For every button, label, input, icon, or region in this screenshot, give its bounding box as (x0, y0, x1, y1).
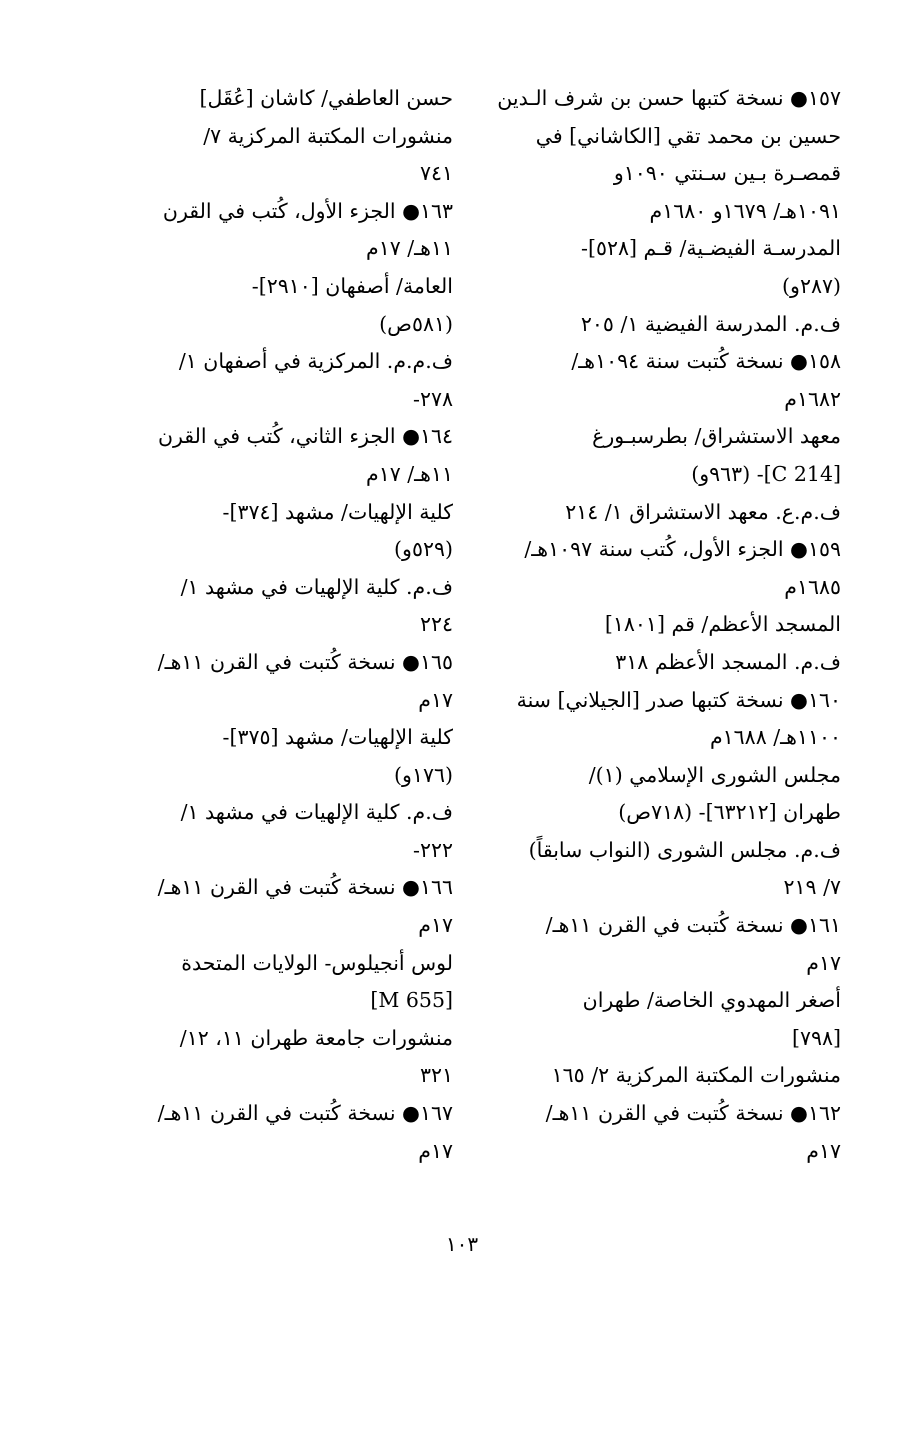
text-line: ١٦٨٥م (784, 574, 841, 599)
left-column (105, 80, 453, 1170)
text-line: ١٦٨٢م (784, 386, 841, 411)
text-line: كلية الإلهيات/ مشهد [٣٧٥]- (222, 725, 453, 750)
text-line: ف.م. مجلس الشورى (النواب سابقاً) (528, 837, 841, 862)
text-line: حسين بن محمد تقي [الكاشاني] في (535, 123, 841, 148)
text-line: ٢٢٤ (419, 612, 453, 637)
text-line: ٣٢١ (419, 1063, 453, 1088)
text-line: ١٠٩١هـ/ ١٦٧٩و ١٦٨٠م (649, 198, 841, 223)
text-line: ١٦٠● نسخة كتبها صدر [الجيلاني] سنة (516, 687, 841, 712)
text-line: ١١٠٠هـ/ ١٦٨٨م (709, 725, 841, 750)
text-line: ١٥٩● الجزء الأول، كُتب سنة ١٠٩٧هـ/ (524, 537, 841, 562)
text-line: ٢٧٨- (413, 386, 453, 411)
text-line: معهد الاستشراق/ بطرسبـورغ (592, 424, 841, 449)
text-line: ف.م. المسجد الأعظم ٣١٨ (615, 649, 841, 674)
text-line: ١٦٧● نسخة كُتبت في القرن ١١هـ/ (157, 1101, 453, 1126)
text-line: حسن العاطفي/ كاشان [عُقَل] (199, 86, 453, 110)
text-line: لوس أنجيلوس- الولايات المتحدة (181, 950, 453, 975)
text-line: قمصـرة بـين سـنتي ١٠٩٠و (613, 161, 841, 186)
text-line: ١٦٣● الجزء الأول، كُتب في القرن (162, 198, 453, 223)
right-column (493, 80, 841, 1170)
text-line: ٢٢٢- (413, 837, 453, 862)
text-line: العامة/ أصفهان [٢٩١٠]- (251, 273, 453, 298)
text-line: ١٥٨● نسخة كُتبت سنة ١٠٩٤هـ/ (571, 349, 841, 374)
text-line: ١٧م (806, 1138, 841, 1163)
text-line: ف.م. كلية الإلهيات في مشهد ١/ (180, 800, 453, 825)
text-line: [٧٩٨] (791, 1025, 841, 1050)
text-line: (٥٢٩و) (394, 537, 453, 562)
text-line: ٧٤١ (419, 161, 453, 186)
text-line: منشورات المكتبة المركزية ٢/ ١٦٥ (551, 1063, 841, 1088)
text-line: طهران [٦٣٢١٢]- (٧١٨ص) (618, 800, 841, 825)
text-line: مجلس الشورى الإسلامي (١)/ (588, 762, 841, 787)
text-line: ٧/ ٢١٩ (783, 875, 841, 900)
text-line: أصغر المهدوي الخاصة/ طهران (582, 988, 841, 1013)
text-line: ١٦١● نسخة كُتبت في القرن ١١هـ/ (545, 913, 841, 938)
text-line: ١١هـ/ ١٧م (365, 236, 453, 261)
text-line: ١٦٥● نسخة كُتبت في القرن ١١هـ/ (157, 649, 453, 674)
text-line: ١٦٢● نسخة كُتبت في القرن ١١هـ/ (545, 1101, 841, 1126)
text-line: ف.م.م. المركزية في أصفهان ١/ (178, 349, 453, 374)
text-line: ١٥٧● نسخة كتبها حسن بن شرف الـدين (497, 86, 841, 110)
text-line: منشورات جامعة طهران ١١، ١٢/ (179, 1025, 453, 1050)
text-line: (١٧٦و) (394, 762, 453, 787)
page-number: ١٠٣ (445, 1232, 479, 1256)
text-line: المسجد الأعظم/ قم [١٨٠١] (604, 612, 841, 637)
text-line: ١١هـ/ ١٧م (365, 461, 453, 486)
text-line: ١٦٦● نسخة كُتبت في القرن ١١هـ/ (157, 875, 453, 900)
text-line: [M 655] (370, 988, 453, 1013)
text-line: منشورات المكتبة المركزية ٧/ (203, 123, 453, 148)
text-line: ١٦٤● الجزء الثاني، كُتب في القرن (157, 424, 453, 449)
text-line: ١٧م (418, 913, 453, 938)
text-line: (٢٨٧و) (782, 273, 841, 298)
text-line: المدرسـة الفيضـية/ قـم [٥٢٨]- (581, 236, 841, 261)
text-line: [C 214]- (٩٦٣و) (691, 461, 841, 486)
text-line: ١٧م (418, 687, 453, 712)
text-line: (٥٨١ص) (379, 311, 453, 336)
text-line: ف.م. كلية الإلهيات في مشهد ١/ (180, 574, 453, 599)
text-line: ١٧م (806, 950, 841, 975)
text-line: ف.م.ع. معهد الاستشراق ١/ ٢١٤ (565, 499, 841, 524)
text-line: ١٧م (418, 1138, 453, 1163)
text-line: كلية الإلهيات/ مشهد [٣٧٤]- (222, 499, 453, 524)
text-line: ف.م. المدرسة الفيضية ١/ ٢٠٥ (580, 311, 841, 336)
